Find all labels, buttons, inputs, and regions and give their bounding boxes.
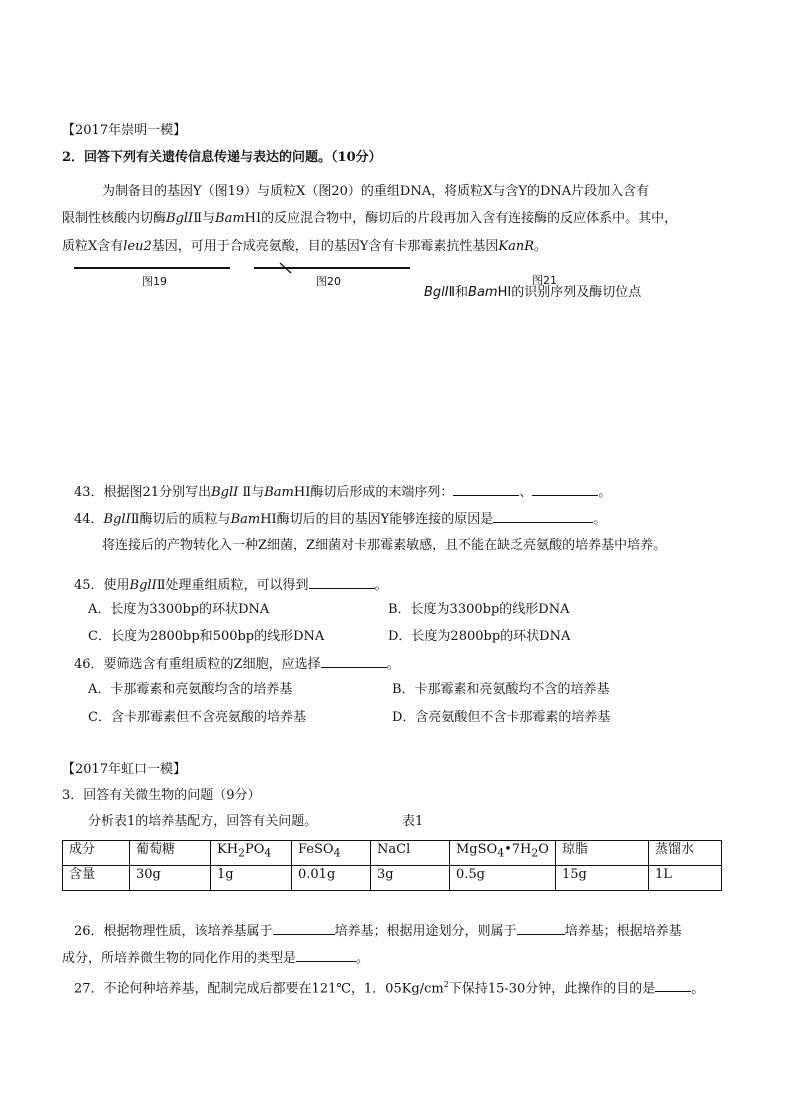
component-glucose: 葡萄糖 (130, 841, 211, 866)
question-2-title: 2．回答下列有关遗传信息传递与表达的问题。（10分） (62, 150, 382, 165)
table-row-amounts (63, 866, 722, 891)
question-26-line-1: 26．根据物理性质，该培养基属于 培养基；根据用途划分，则属于 培养基；根据培养基 (74, 921, 682, 941)
question-45-option-c: C．长度为2800bp和500bp的线形DNA (88, 629, 325, 644)
figure-19-label: 图19 (142, 275, 167, 288)
answer-blank-26a[interactable] (273, 921, 335, 935)
answer-blank-46[interactable] (321, 654, 387, 668)
question-44-context: 将连接后的产物转化入一种Z细菌，Z细菌对卡那霉素敏感，且不能在缺乏亮氨酸的培养基中培养。 (102, 538, 667, 553)
question-3-title: 3．回答有关微生物的问题（9分） (62, 788, 261, 803)
figure-20-label: 图20 (316, 275, 341, 288)
amount-glucose: 30g (130, 866, 211, 891)
source-label-1: 【2017年崇明一模】 (62, 123, 187, 138)
amount-nacl: 3g (371, 866, 450, 891)
question-45-option-b: B．长度为3300bp的线形DNA (388, 602, 570, 617)
component-feso4: FeSO$_4$ (292, 841, 371, 866)
intro-line-3: 质粒X含有leu2基因，可用于合成亮氨酸，目的基因Y含有卡那霉素抗性基因KanR。 (62, 239, 547, 254)
question-45: 45．使用BglIⅡ处理重组质粒，可以得到 。 (74, 575, 388, 595)
figure-21-label: 图21 (532, 274, 557, 287)
answer-blank-43a[interactable] (453, 482, 519, 496)
question-3-intro: 分析表1的培养基配方，回答有关问题。 (88, 814, 318, 829)
component-distilled-water: 蒸馏水 (648, 841, 721, 866)
question-27: 27．不论何种培养基，配制完成后都要在121℃，1．$05Kg/cm^2$下保持15-30分钟，此操作的目的是 。 (74, 980, 705, 997)
table-row-components (63, 841, 722, 866)
source-label-2: 【2017年虹口一模】 (62, 762, 187, 777)
question-46-option-c: C．含卡那霉素但不含亮氨酸的培养基 (88, 710, 306, 725)
amount-feso4: 0.01g (292, 866, 371, 891)
answer-blank-26c[interactable] (296, 948, 356, 962)
answer-blank-45[interactable] (309, 575, 375, 589)
component-nacl: NaCl (371, 841, 450, 866)
intro-line-2: 限制性核酸内切酶BglIⅡ与BamHⅠ的反应混合物中，酶切后的片段再加入含有连接酶的反应体系中。其中， (62, 211, 678, 226)
row-label-amounts: 含量 (63, 866, 130, 891)
amount-mgso4: 0.5g (450, 866, 556, 891)
question-46-option-b: B．卡那霉素和亮氨酸均不含的培养基 (392, 682, 610, 697)
question-45-option-d: D．长度为2800bp的环状DNA (388, 629, 571, 644)
question-26-line-2: 成分，所培养微生物的同化作用的类型是 。 (62, 948, 369, 968)
answer-blank-27[interactable] (655, 978, 691, 992)
answer-blank-44[interactable] (493, 509, 593, 523)
intro-line-1: 为制备目的基因Y（图19）与质粒X（图20）的重组DNA，将质粒X与含Y的DNA片段加入含有 (102, 184, 650, 199)
figure-20-slash-mark (278, 262, 294, 274)
component-agar: 琼脂 (555, 841, 648, 866)
question-44: 44．BglIⅡ酶切后的质粒与BamHⅠ酶切后的目的基因Y能够连接的原因是 。 (74, 509, 606, 529)
question-46-option-a: A．卡那霉素和亮氨酸均含的培养基 (88, 682, 293, 697)
answer-blank-26b[interactable] (517, 921, 565, 935)
question-46-option-d: D．含亮氨酸但不含卡那霉素的培养基 (392, 710, 611, 725)
media-formula-table (62, 840, 722, 891)
question-43: 43．根据图21分别写出BglI Ⅱ与BamHⅠ酶切后形成的末端序列： 、 。 (74, 482, 611, 502)
row-label-components: 成分 (63, 841, 130, 866)
component-kh2po4: $KH_2PO_4$ (211, 841, 292, 866)
figure-21-caption: BglIⅡ和BamHⅠ的识别序列及酶切位点 (424, 285, 642, 300)
amount-distilled-water: 1L (648, 866, 721, 891)
amount-agar: 15g (555, 866, 648, 891)
figure-19-line (74, 267, 230, 269)
amount-kh2po4: 1g (211, 866, 292, 891)
question-46: 46．要筛选含有重组质粒的Z细胞，应选择 。 (74, 654, 400, 674)
table-1-label: 表1 (402, 814, 424, 829)
answer-blank-43b[interactable] (532, 482, 598, 496)
question-45-option-a: A．长度为3300bp的环状DNA (88, 602, 270, 617)
component-mgso4: $MgSO_4•7H_2O$ (450, 841, 556, 866)
